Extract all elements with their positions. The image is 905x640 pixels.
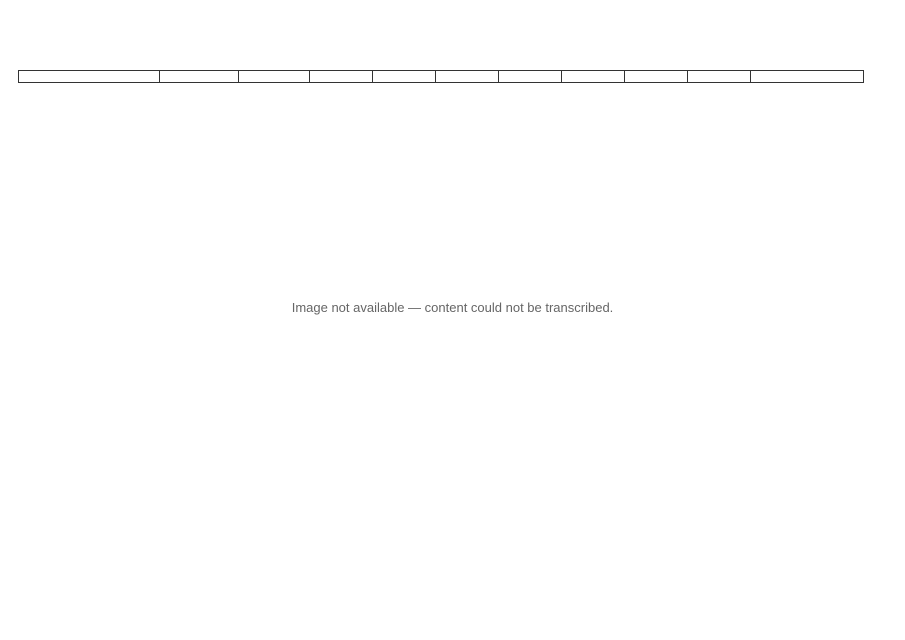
column-header xyxy=(239,71,310,83)
column-header xyxy=(160,71,239,83)
column-header xyxy=(688,71,751,83)
placeholder-notice: Image not available — content could not be transcribed. xyxy=(291,300,614,315)
column-header xyxy=(751,71,864,83)
column-header xyxy=(373,71,436,83)
column-header xyxy=(436,71,499,83)
column-header xyxy=(499,71,562,83)
table-header-row xyxy=(19,71,864,83)
column-header xyxy=(310,71,373,83)
data-table xyxy=(18,70,864,83)
column-header xyxy=(562,71,625,83)
column-header xyxy=(625,71,688,83)
column-header xyxy=(19,71,160,83)
